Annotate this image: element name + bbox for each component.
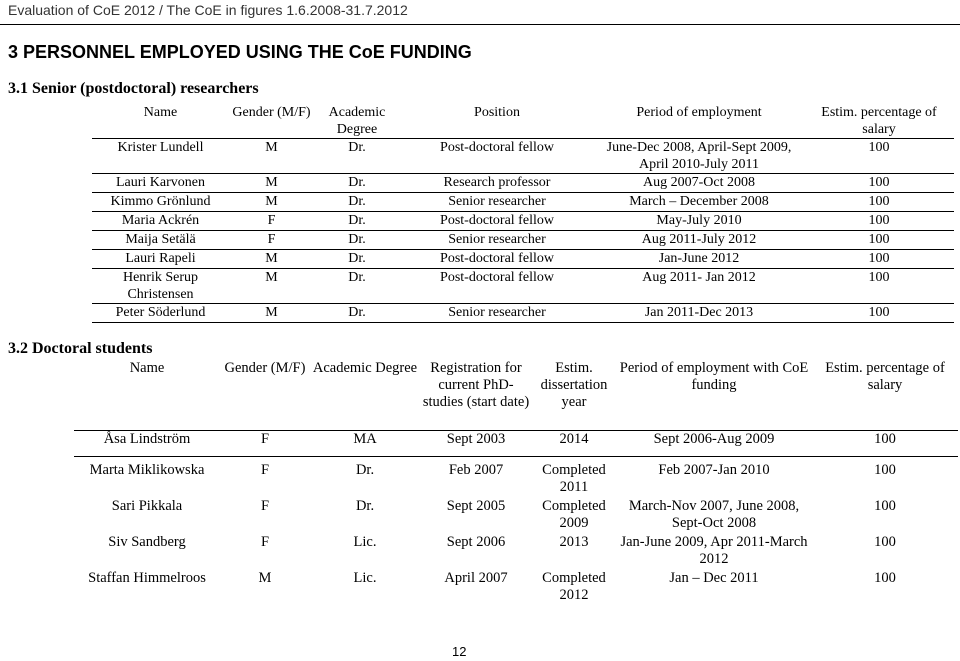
table-row [92,193,954,212]
page-number: 12 [452,644,467,659]
section-title-senior: 3.1 Senior (postdoctoral) researchers [8,80,259,97]
table-row [92,250,954,269]
section-title-doctoral: 3.2 Doctoral students [8,340,153,357]
table-cell: F [229,231,314,250]
table-cell: Completed 2009 [542,498,606,531]
table-cell: Sept 2006-Aug 2009 [616,431,812,457]
table-cell: Senior researcher [400,304,594,323]
table-cell: M [229,269,314,304]
table-cell: Senior researcher [400,193,594,212]
header-cell: Academic Degree [310,360,420,431]
header-cell: Gender (M/F) [220,360,310,431]
table-cell: Åsa Lindström [74,431,220,457]
table-cell: Dr. [355,462,375,478]
table-cell: 100 [804,212,954,231]
header-cell: Name [74,360,220,431]
table-cell: F [229,212,314,231]
table-cell: Feb 2007-Jan 2010 [658,462,770,478]
table-cell: Kimmo Grönlund [92,193,229,212]
table-cell: 2014 [532,431,616,457]
table-header-row [74,360,958,431]
doctoral-students-table [74,360,958,606]
header-divider [0,24,960,25]
table-cell: Dr. [314,139,400,174]
table-cell: F [260,498,270,514]
table-cell: Lic. [353,534,377,550]
table-cell: Feb 2007 [448,462,504,478]
table-cell: Post-doctoral fellow [400,250,594,269]
table-cell: 100 [804,174,954,193]
header-cell: Estim. percentage of salary [812,360,958,431]
table-row [92,231,954,250]
table-cell: M [229,174,314,193]
table-cell: April 2007 [444,570,508,586]
table-cell: 2013 [559,534,589,550]
document-header: Evaluation of CoE 2012 / The CoE in figures 1.6.2008-31.7.2012 [8,2,408,18]
table-cell: 100 [804,250,954,269]
table-cell: Lic. [353,570,377,586]
table-cell: Jan-June 2009, Apr 2011-March 2012 [620,534,808,567]
table-cell: Aug 2011- Jan 2012 [594,269,804,304]
header-cell: Academic Degree [328,105,386,137]
table-row [74,498,958,534]
table-cell: 100 [874,462,896,478]
table-header-row [92,104,954,139]
table-row [74,534,958,570]
header-cell: Period of employment with CoE funding [616,360,812,431]
header-cell: Name [143,105,178,120]
table-cell: 100 [804,269,954,304]
table-cell: Peter Söderlund [92,304,229,323]
table-cell: 100 [804,139,954,174]
table-cell: Post-doctoral fellow [400,139,594,174]
header-cell: Registration for current PhD-studies (start date) [420,360,532,431]
table-cell: Sept 2003 [420,431,532,457]
table-cell: 100 [874,570,896,586]
table-cell: Completed 2011 [542,462,606,495]
table-cell: March – December 2008 [594,193,804,212]
table-cell: F [220,431,310,457]
table-row [74,570,958,606]
table-cell: Aug 2007-Oct 2008 [594,174,804,193]
table-cell: F [260,462,270,478]
table-cell: Dr. [314,269,400,304]
table-cell: Lauri Karvonen [92,174,229,193]
table-cell: M [229,250,314,269]
table-cell: Jan 2011-Dec 2013 [594,304,804,323]
table-cell: Jan-June 2012 [594,250,804,269]
table-cell: Krister Lundell [92,139,229,174]
table-cell: Research professor [400,174,594,193]
table-cell: Maria Ackrén [92,212,229,231]
table-cell: 100 [874,498,896,514]
table-cell: M [229,304,314,323]
table-cell: Post-doctoral fellow [400,269,594,304]
table-cell: March-Nov 2007, June 2008, Sept-Oct 2008 [628,498,800,531]
header-cell: Estim. dissertation year [532,360,616,431]
table-cell: F [260,534,270,550]
table-cell: Siv Sandberg [108,534,186,550]
table-cell: Aug 2011-July 2012 [594,231,804,250]
senior-researchers-table [92,104,954,323]
table-cell: June-Dec 2008, April-Sept 2009, April 2010-July 2011 [594,139,804,174]
table-cell: 100 [874,534,896,550]
table-cell: Henrik Serup Christensen [92,269,229,304]
page-title: 3 PERSONNEL EMPLOYED USING THE CoE FUNDING [8,42,472,62]
table-cell: Dr. [314,193,400,212]
table-cell: Senior researcher [400,231,594,250]
table-cell: Sept 2005 [446,498,506,514]
table-cell: Dr. [314,250,400,269]
header-cell: Gender (M/F) [232,105,311,120]
table-cell: Jan – Dec 2011 [669,570,759,586]
table-cell: Dr. [314,304,400,323]
table-cell: Lauri Rapeli [92,250,229,269]
header-cell: Position [474,105,520,120]
table-cell: 100 [804,193,954,212]
table-cell: M [258,570,272,586]
table-row [74,462,958,498]
table-cell: MA [310,431,420,457]
table-cell: 100 [804,304,954,323]
table-cell: Marta Miklikowska [89,462,205,478]
header-cell: Period of employment [636,105,762,120]
table-cell: Staffan Himmelroos [88,570,206,586]
table-row [92,174,954,193]
table-cell: Dr. [314,231,400,250]
table-cell: 100 [812,431,958,457]
table-cell: M [229,193,314,212]
table-cell: Sari Pikkala [111,498,183,514]
table-cell: Maija Setälä [92,231,229,250]
table-cell: May-July 2010 [594,212,804,231]
table-row [92,139,954,174]
table-cell: Post-doctoral fellow [400,212,594,231]
table-row [92,269,954,304]
table-cell: Completed 2012 [542,570,606,603]
table-cell: Dr. [355,498,375,514]
table-cell: Sept 2006 [446,534,506,550]
table-row [74,431,958,457]
table-row [92,304,954,323]
table-cell: 100 [804,231,954,250]
header-cell: Estim. percentage of salary [821,105,937,137]
table-cell: M [229,139,314,174]
table-row [92,212,954,231]
table-cell: Dr. [314,212,400,231]
table-cell: Dr. [314,174,400,193]
